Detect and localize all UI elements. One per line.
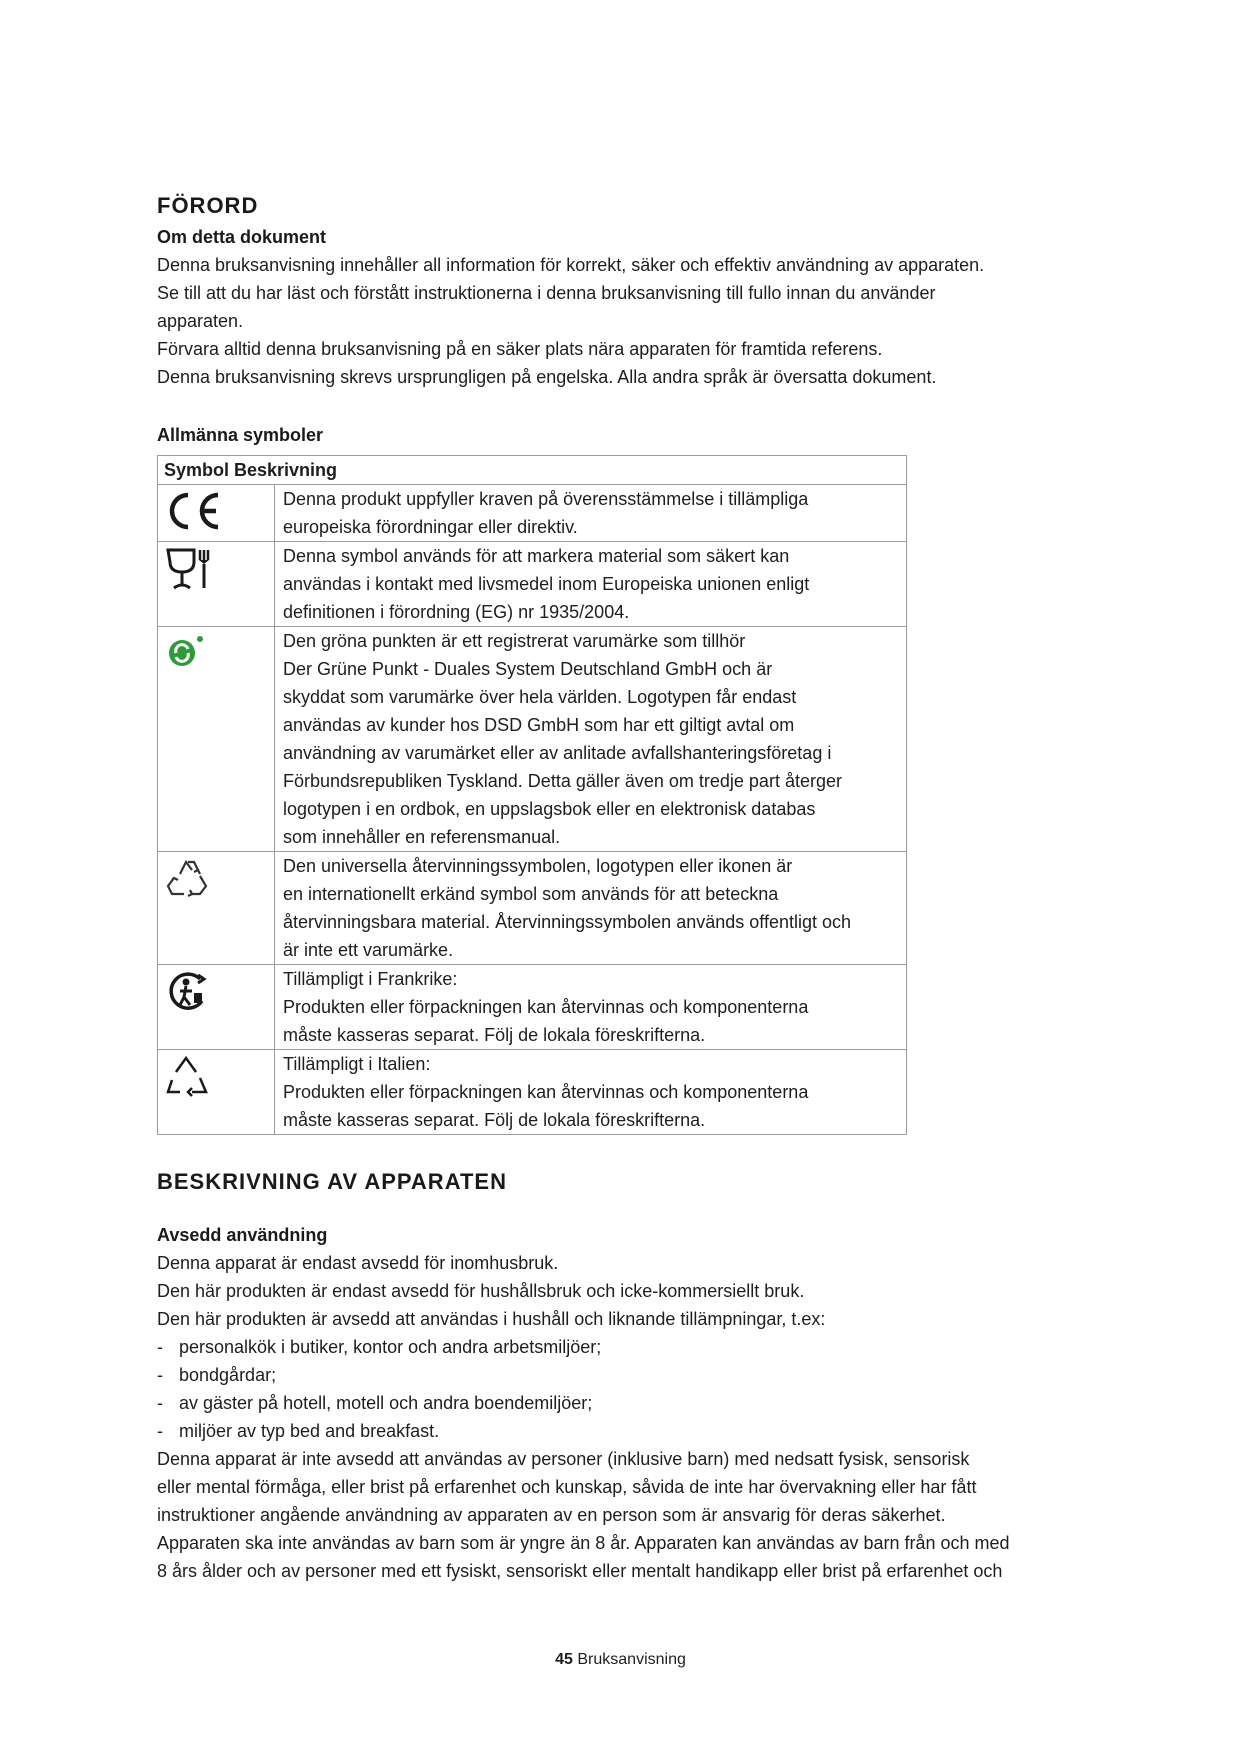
description-line: Produkten eller förpackningen kan återvinnas och komponenterna	[283, 997, 809, 1017]
symbol-cell	[158, 965, 275, 1050]
table-row	[158, 485, 907, 542]
description-cell	[275, 542, 907, 627]
symbol-cell	[158, 485, 275, 542]
description-line: logotypen i en ordbok, en uppslagsbok eller en elektronisk databas	[283, 799, 816, 819]
paragraph-line: Den här produkten är endast avsedd för hushållsbruk och icke-kommersiellt bruk.	[157, 1281, 805, 1301]
page-number: 45	[555, 1651, 573, 1668]
paragraph-line: Denna bruksanvisning skrevs ursprungligen på engelska. Alla andra språk är översatta dokument.	[157, 367, 937, 387]
description-cell	[275, 485, 907, 542]
description-line: måste kasseras separat. Följ de lokala föreskrifterna.	[283, 1110, 706, 1130]
footer-label: Bruksanvisning	[577, 1651, 686, 1668]
food-contact-icon	[164, 546, 214, 592]
table-row	[158, 852, 907, 965]
paragraph-line: 8 års ålder och av personer med ett fysiskt, sensoriskt eller mentalt handikapp eller brist på erfarenhet och	[157, 1561, 1003, 1581]
description-line: Tillämpligt i Frankrike:	[283, 969, 458, 989]
symbol-cell	[158, 542, 275, 627]
list-item	[157, 1417, 1097, 1445]
paragraph-line: eller mental förmåga, eller brist på erfarenhet och kunskap, såvida de inte har övervakning eller har fått	[157, 1477, 977, 1497]
symbols-heading: Allmänna symboler	[157, 425, 324, 445]
description-line: Den gröna punkten är ett registrerat varumärke som tillhör	[283, 631, 746, 651]
about-document-subheading: Om detta dokument	[157, 227, 327, 247]
table-row	[158, 542, 907, 627]
triman-icon	[164, 969, 210, 1013]
description-line: återvinningsbara material. Återvinningssymbolen används offentligt och	[283, 912, 851, 932]
description-line: skyddat som varumärke över hela världen. Logotypen får endast	[283, 687, 797, 707]
recycling-icon	[164, 856, 210, 900]
list-item	[157, 1361, 1097, 1389]
page-content	[157, 185, 1097, 1585]
paragraph-line: Förvara alltid denna bruksanvisning på en säker plats nära apparaten för framtida referens.	[157, 339, 883, 359]
paragraph-line: Se till att du har läst och förstått instruktionerna i denna bruksanvisning till fullo innan du använder	[157, 283, 936, 303]
paragraph-line: instruktioner angående användning av apparaten av en person som är ansvarig för deras säkerhet.	[157, 1505, 946, 1525]
paragraph-line: apparaten.	[157, 311, 244, 331]
bullet-marker: -	[157, 1393, 163, 1413]
description-line: Denna produkt uppfyller kraven på överensstämmelse i tillämpliga	[283, 489, 809, 509]
description-line: användas i kontakt med livsmedel inom Europeiska unionen enligt	[283, 574, 810, 594]
paragraph-line: Denna apparat är endast avsedd för inomhusbruk.	[157, 1253, 559, 1273]
page-footer	[0, 1650, 1241, 1670]
table-row	[158, 627, 907, 852]
description-line: användning av varumärket eller av anlitade avfallshanteringsföretag i	[283, 743, 832, 763]
symbols-table	[157, 455, 907, 1135]
description-line: Der Grüne Punkt - Duales System Deutschland GmbH och är	[283, 659, 773, 679]
description-cell	[275, 1050, 907, 1135]
description-line: europeiska förordningar eller direktiv.	[283, 517, 578, 537]
bullet-marker: -	[157, 1365, 163, 1385]
list-item	[157, 1333, 1097, 1361]
description-line: som innehåller en referensmanual.	[283, 827, 561, 847]
table-header-row	[158, 456, 907, 485]
table-row	[158, 1050, 907, 1135]
symbol-cell	[158, 627, 275, 852]
list-item-text: bondgårdar;	[179, 1365, 277, 1385]
table-row	[158, 965, 907, 1050]
paragraph-line: Denna bruksanvisning innehåller all information för korrekt, säker och effektiv användning av apparaten.	[157, 255, 985, 275]
symbol-cell	[158, 1050, 275, 1135]
symbol-cell	[158, 852, 275, 965]
list-item	[157, 1389, 1097, 1417]
description-line: är inte ett varumärke.	[283, 940, 454, 960]
list-item-text: personalkök i butiker, kontor och andra arbetsmiljöer;	[179, 1337, 602, 1357]
description-line: måste kasseras separat. Följ de lokala föreskrifterna.	[283, 1025, 706, 1045]
description-line: Tillämpligt i Italien:	[283, 1054, 431, 1074]
paragraph-line: Den här produkten är avsedd att användas i hushåll och liknande tillämpningar, t.ex:	[157, 1309, 826, 1329]
paragraph-line: Apparaten ska inte användas av barn som är yngre än 8 år. Apparaten kan användas av barn från och med	[157, 1533, 1010, 1553]
description-line: en internationellt erkänd symbol som används för att beteckna	[283, 884, 779, 904]
description-line: definitionen i förordning (EG) nr 1935/2004.	[283, 602, 630, 622]
description-line: Denna symbol används för att markera material som säkert kan	[283, 546, 790, 566]
description-cell	[275, 852, 907, 965]
bullet-marker: -	[157, 1421, 163, 1441]
description-line: Den universella återvinningssymbolen, logotypen eller ikonen är	[283, 856, 793, 876]
bullet-marker: -	[157, 1337, 163, 1357]
description-line: Förbundsrepubliken Tyskland. Detta gäller även om tredje part återger	[283, 771, 842, 791]
list-item-text: av gäster på hotell, motell och andra boendemiljöer;	[179, 1393, 593, 1413]
intended-use-subheading: Avsedd användning	[157, 1225, 328, 1245]
description-cell	[275, 627, 907, 852]
list-item-text: miljöer av typ bed and breakfast.	[179, 1421, 440, 1441]
description-line: Produkten eller förpackningen kan återvinnas och komponenterna	[283, 1082, 809, 1102]
paragraph-line: Denna apparat är inte avsedd att användas av personer (inklusive barn) med nedsatt fysisk, sensorisk	[157, 1449, 970, 1469]
ce-mark-icon	[164, 489, 224, 533]
description-heading: BESKRIVNING AV APPARATEN	[157, 1169, 507, 1194]
foreword-heading: FÖRORD	[157, 193, 259, 218]
green-dot-icon	[164, 631, 208, 671]
description-line: användas av kunder hos DSD GmbH som har ett giltigt avtal om	[283, 715, 795, 735]
description-cell	[275, 965, 907, 1050]
recycle-triangle-icon	[164, 1054, 210, 1100]
table-header: Symbol Beskrivning	[158, 456, 907, 485]
